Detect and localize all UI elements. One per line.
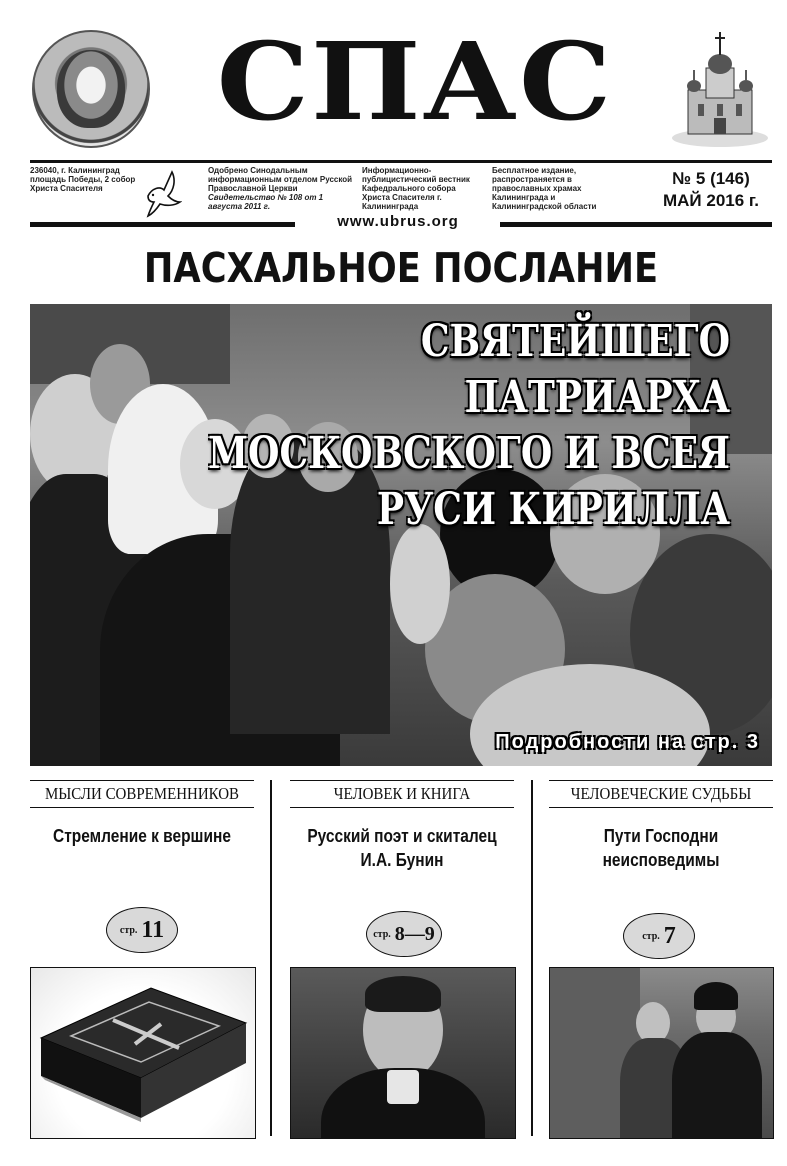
rubric-rule xyxy=(549,807,773,808)
savior-face-icon xyxy=(57,50,125,128)
page-prefix: стр. xyxy=(119,924,138,936)
main-photo xyxy=(30,304,772,766)
page-number: 11 xyxy=(141,916,165,943)
column-divider xyxy=(531,780,533,1136)
bishop-hat xyxy=(694,982,738,1010)
certificate-text: Свидетельство № 108 от 1 августа 2011 г. xyxy=(208,193,324,211)
teaser-title[interactable]: Русский поэт и скиталец И.А. Бунин xyxy=(307,826,497,870)
page-ref-badge[interactable] xyxy=(623,913,695,959)
cathedral-icon xyxy=(670,28,770,148)
page-ref-badge[interactable] xyxy=(366,911,442,957)
bible-icon xyxy=(31,968,255,1138)
page-ref-badge[interactable] xyxy=(106,907,178,953)
address-text: 236040, г. Калининград площадь Победы, 2 собор Христа Спасителя xyxy=(30,166,136,193)
bible-photo xyxy=(30,967,256,1139)
teaser-column-1[interactable] xyxy=(30,780,254,884)
rubric-label: ЧЕЛОВЕЧЕСКИЕ СУДЬБЫ xyxy=(570,784,752,803)
raised-hands xyxy=(390,524,450,644)
bishop-robe xyxy=(672,1032,762,1139)
dove-icon xyxy=(142,166,182,218)
page-prefix: стр. xyxy=(642,930,660,942)
teaser-column-2[interactable] xyxy=(290,780,514,884)
photo-title xyxy=(156,314,730,538)
page-prefix: стр. xyxy=(373,928,391,940)
teaser-title[interactable]: Пути Господни неисповедимы xyxy=(602,826,720,870)
page-number: 8—9 xyxy=(394,922,435,945)
icon-emblem xyxy=(32,30,150,148)
approval-block xyxy=(208,166,356,211)
rubric-rule xyxy=(30,807,254,808)
issue-info xyxy=(650,168,772,212)
distribution-text: Бесплатное издание, распространяется в православных храмах Калининграда и Калининградской области xyxy=(492,166,597,211)
photo-caption[interactable]: Подробности на стр. 3 xyxy=(495,731,760,753)
photo-title-line: СВЯТЕЙШЕГО ПАТРИАРХА xyxy=(420,316,730,423)
masthead-rule xyxy=(30,160,772,163)
newspaper-logo: СПАС xyxy=(216,19,614,145)
photo-title-line: РУСИ КИРИЛЛА xyxy=(376,484,730,535)
main-headline: ПАСХАЛЬНОЕ ПОСЛАНИЕ xyxy=(143,244,659,292)
teaser-title[interactable]: Стремление к вершине xyxy=(53,826,231,846)
portrait-hair xyxy=(365,976,441,1012)
rubric-rule xyxy=(290,807,514,808)
url-rule-left xyxy=(30,222,295,227)
website-url[interactable]: www.ubrus.org xyxy=(337,213,459,230)
url-rule-right xyxy=(500,222,772,227)
rubric-label: ЧЕЛОВЕК И КНИГА xyxy=(333,784,471,803)
bulletin-text: Информационно-публицистический вестник Кафедрального собора Христа Спасителя г. Калининграда xyxy=(362,166,470,211)
portrait-collar xyxy=(387,1070,419,1104)
clergy-photo xyxy=(549,967,774,1139)
issue-date: МАЙ 2016 г. xyxy=(662,191,760,210)
page-number: 7 xyxy=(663,922,676,949)
photo-title-line: МОСКОВСКОГО И ВСЕЯ xyxy=(208,428,731,479)
teaser-column-3[interactable] xyxy=(549,780,773,884)
issue-number: № 5 (146) xyxy=(672,169,750,188)
column-divider xyxy=(270,780,272,1136)
approval-text: Одобрено Синодальным информационным отделом Русской Православной Церкви xyxy=(208,166,353,193)
bunin-portrait-photo xyxy=(290,967,516,1139)
rubric-label: МЫСЛИ СОВРЕМЕННИКОВ xyxy=(44,784,240,803)
